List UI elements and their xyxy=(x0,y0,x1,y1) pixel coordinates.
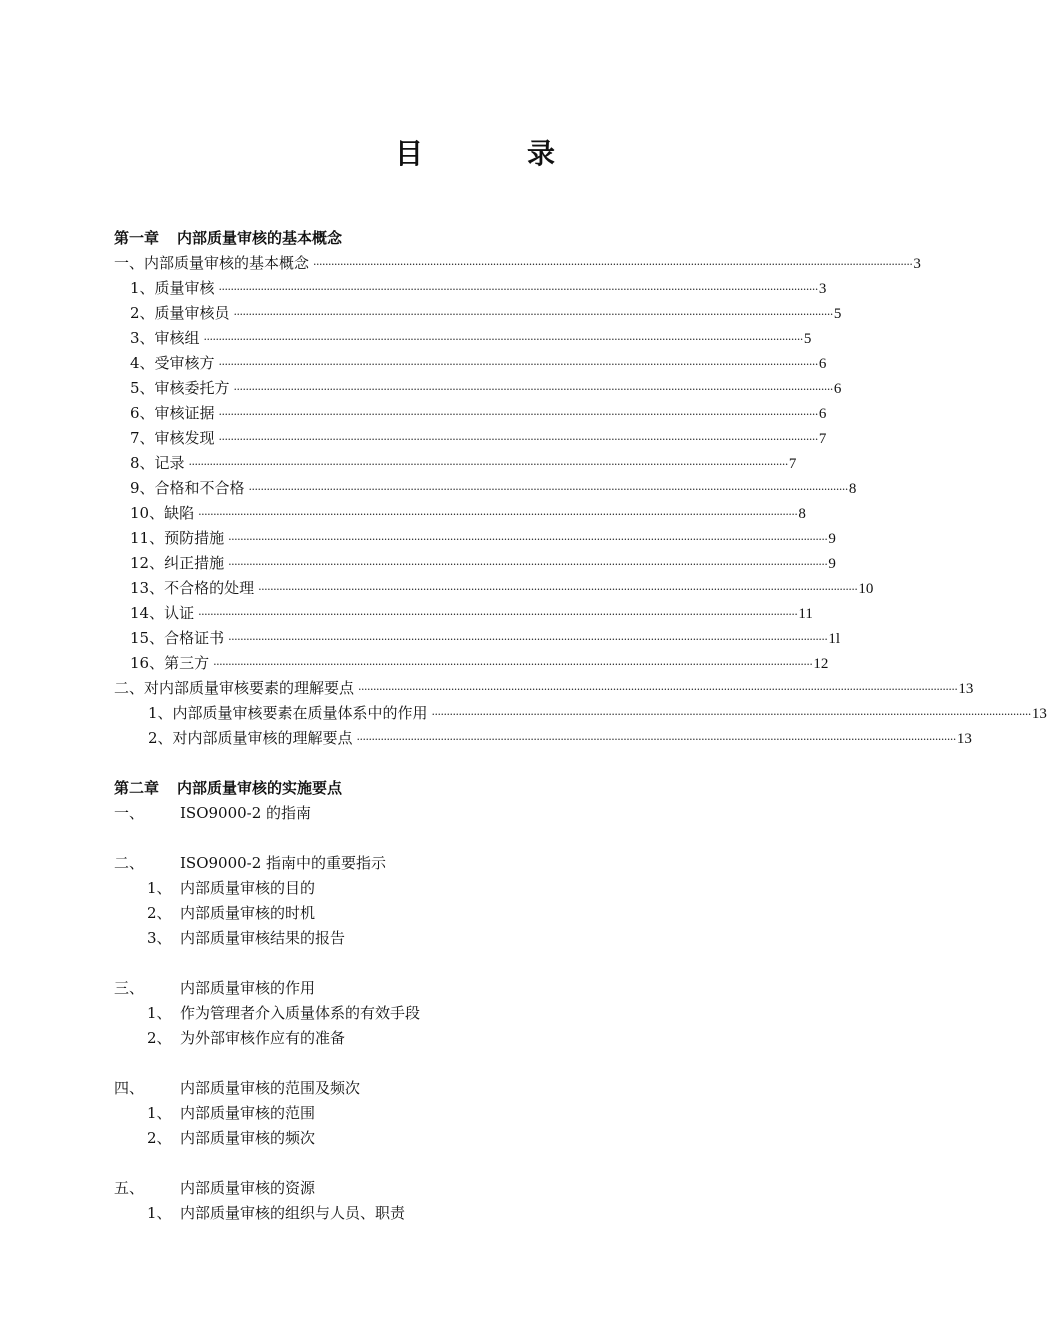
toc-entry xyxy=(114,401,827,426)
subsection-item xyxy=(114,1001,774,1026)
toc-entry-label: 12、纠正措施 xyxy=(130,554,225,572)
toc-entry-label: 15、合格证书 xyxy=(130,629,225,647)
toc-entry-page-number: 11 xyxy=(798,606,813,622)
subsection-item xyxy=(114,876,774,901)
subsection-marker: 1、 xyxy=(147,1104,172,1122)
subsection-marker: 2、 xyxy=(147,1029,172,1047)
section-marker: 四、 xyxy=(114,1079,145,1097)
toc-entry xyxy=(114,501,806,526)
section-heading xyxy=(114,1076,774,1101)
section-heading xyxy=(114,851,774,876)
toc-entry-label: 4、受审核方 xyxy=(130,354,215,372)
dot-leader: ········································································································································································································ xyxy=(358,683,958,696)
section-title: 内部质量审核的作用 xyxy=(180,979,316,997)
chapter-2-title: 内部质量审核的实施要点 xyxy=(177,779,343,797)
toc-entry-page-number: 8 xyxy=(798,506,806,522)
toc-entry xyxy=(114,251,921,276)
section-marker: 二、 xyxy=(114,854,145,872)
toc-entry-label: 3、审核组 xyxy=(130,329,200,347)
chapter-1-heading xyxy=(114,226,774,251)
toc-entry xyxy=(114,651,829,676)
toc-entry-label: 10、缺陷 xyxy=(130,504,195,522)
toc-entry-page-number: 7 xyxy=(818,431,827,447)
dot-leader: ········································································································································································································ xyxy=(233,308,833,321)
toc-entry-label: 5、审核委托方 xyxy=(130,379,230,397)
title-char-1: 目 xyxy=(394,137,423,170)
dot-leader: ········································································································································································································ xyxy=(213,658,813,671)
toc-entry xyxy=(114,576,874,601)
toc-entry-label: 14、认证 xyxy=(130,604,195,622)
toc-entry-page-number: 6 xyxy=(833,381,842,397)
toc-entry-page-number: 8 xyxy=(848,481,857,497)
toc-entry-label: 一、内部质量审核的基本概念 xyxy=(114,254,310,272)
toc-entry-label: 8、记录 xyxy=(130,454,185,472)
dot-leader: ········································································································································································································ xyxy=(218,358,818,371)
subsection-item xyxy=(114,1201,774,1226)
toc-entry-page-number: 7 xyxy=(788,456,797,472)
subsection-item xyxy=(114,1026,774,1051)
toc-entry xyxy=(114,301,842,326)
dot-leader: ········································································································································································································ xyxy=(198,508,798,521)
subsection-title: 内部质量审核的时机 xyxy=(180,904,316,922)
toc-entry xyxy=(114,526,836,551)
toc-entry xyxy=(114,426,827,451)
subsection-title: 内部质量审核的频次 xyxy=(180,1129,316,1147)
subsection-item xyxy=(114,1126,774,1151)
subsection-item xyxy=(114,901,774,926)
toc-entry-page-number: 13 xyxy=(958,681,974,697)
subsection-title: 为外部审核作应有的准备 xyxy=(180,1029,346,1047)
section-title: 内部质量审核的范围及频次 xyxy=(180,1079,361,1097)
section-heading xyxy=(114,801,774,826)
subsection-marker: 2、 xyxy=(147,904,172,922)
table-of-contents xyxy=(114,226,1047,1226)
chapter-2-sections xyxy=(114,801,774,1226)
subsection-title: 内部质量审核的目的 xyxy=(180,879,316,897)
toc-entry-page-number: 9 xyxy=(828,556,836,572)
section-marker: 五、 xyxy=(114,1179,145,1197)
dot-leader: ········································································································································································································ xyxy=(203,333,803,346)
chapter-1-title: 内部质量审核的基本概念 xyxy=(177,229,343,247)
subsection-marker: 1、 xyxy=(147,879,172,897)
subsection-marker: 1、 xyxy=(147,1204,172,1222)
subsection-title: 内部质量审核的范围 xyxy=(180,1104,316,1122)
toc-entry xyxy=(114,326,812,351)
title-char-2: 录 xyxy=(527,137,556,170)
subsection-item xyxy=(114,1101,774,1126)
subsection-marker: 3、 xyxy=(147,929,172,947)
section-heading xyxy=(114,1176,774,1201)
dot-leader: ········································································································································································································ xyxy=(228,558,828,571)
dot-leader: ········································································································································································································ xyxy=(258,583,858,596)
toc-entry-label: 9、合格和不合格 xyxy=(130,479,245,497)
toc-entry-page-number: 3 xyxy=(913,256,921,272)
toc-entry-page-number: 5 xyxy=(803,331,812,347)
section-marker: 三、 xyxy=(114,979,145,997)
subsection-title: 作为管理者介入质量体系的有效手段 xyxy=(180,1004,421,1022)
dot-leader: ········································································································································································································ xyxy=(218,433,818,446)
dot-leader: ········································································································································································································ xyxy=(233,383,833,396)
toc-entry xyxy=(114,726,972,751)
toc-entry-page-number: 13 xyxy=(956,731,972,747)
subsection-marker: 2、 xyxy=(147,1129,172,1147)
toc-entry-label: 2、质量审核员 xyxy=(130,304,230,322)
dot-leader: ········································································································································································································ xyxy=(356,733,956,746)
subsection-item xyxy=(114,926,774,951)
toc-entry xyxy=(114,601,813,626)
dot-leader: ········································································································································································································ xyxy=(188,458,788,471)
toc-entry xyxy=(114,351,827,376)
toc-entry xyxy=(114,476,857,501)
dot-leader: ········································································································································································································ xyxy=(198,608,798,621)
dot-leader: ········································································································································································································ xyxy=(313,258,913,271)
toc-entry-page-number: 5 xyxy=(833,306,842,322)
toc-entry-label: 1、质量审核 xyxy=(130,279,215,297)
toc-entry-label: 7、审核发现 xyxy=(130,429,215,447)
section-heading xyxy=(114,976,774,1001)
section-marker: 一、 xyxy=(114,804,145,822)
toc-entry xyxy=(114,276,827,301)
section-title: 内部质量审核的资源 xyxy=(180,1179,316,1197)
chapter-1-entries xyxy=(114,251,1047,751)
toc-entry-page-number: 3 xyxy=(818,281,827,297)
dot-leader: ········································································································································································································ xyxy=(228,633,828,646)
dot-leader: ········································································································································································································ xyxy=(431,708,1031,721)
toc-entry-label: 6、审核证据 xyxy=(130,404,215,422)
toc-entry-page-number: 10 xyxy=(858,581,874,597)
toc-entry-page-number: 13 xyxy=(1031,706,1047,722)
toc-entry xyxy=(114,676,974,701)
section-title: ISO9000-2 指南中的重要指示 xyxy=(180,854,387,872)
toc-entry xyxy=(114,701,1047,726)
toc-entry-label: 13、不合格的处理 xyxy=(130,579,255,597)
toc-entry xyxy=(114,451,797,476)
page-title xyxy=(0,132,950,172)
dot-leader: ········································································································································································································ xyxy=(228,533,828,546)
subsection-title: 内部质量审核结果的报告 xyxy=(180,929,346,947)
toc-entry-page-number: 6 xyxy=(818,406,827,422)
toc-entry-label: 1、内部质量审核要素在质量体系中的作用 xyxy=(148,704,428,722)
toc-entry-label: 11、预防措施 xyxy=(130,529,225,547)
dot-leader: ········································································································································································································ xyxy=(218,408,818,421)
toc-entry-page-number: 1l xyxy=(828,631,841,647)
dot-leader: ········································································································································································································ xyxy=(218,283,818,296)
chapter-2-label: 第二章 xyxy=(114,779,160,797)
toc-entry-label: 2、对内部质量审核的理解要点 xyxy=(148,729,353,747)
toc-entry xyxy=(114,551,836,576)
toc-entry-label: 16、第三方 xyxy=(130,654,210,672)
chapter-2-heading xyxy=(114,776,774,801)
chapter-1-label: 第一章 xyxy=(114,229,160,247)
toc-entry xyxy=(114,626,841,651)
subsection-title: 内部质量审核的组织与人员、职责 xyxy=(180,1204,406,1222)
toc-entry-page-number: 9 xyxy=(828,531,836,547)
toc-entry xyxy=(114,376,842,401)
toc-entry-page-number: 12 xyxy=(813,656,829,672)
toc-entry-label: 二、对内部质量审核要素的理解要点 xyxy=(114,679,355,697)
toc-entry-page-number: 6 xyxy=(818,356,827,372)
subsection-marker: 1、 xyxy=(147,1004,172,1022)
section-title: ISO9000-2 的指南 xyxy=(180,804,312,822)
dot-leader: ········································································································································································································ xyxy=(248,483,848,496)
